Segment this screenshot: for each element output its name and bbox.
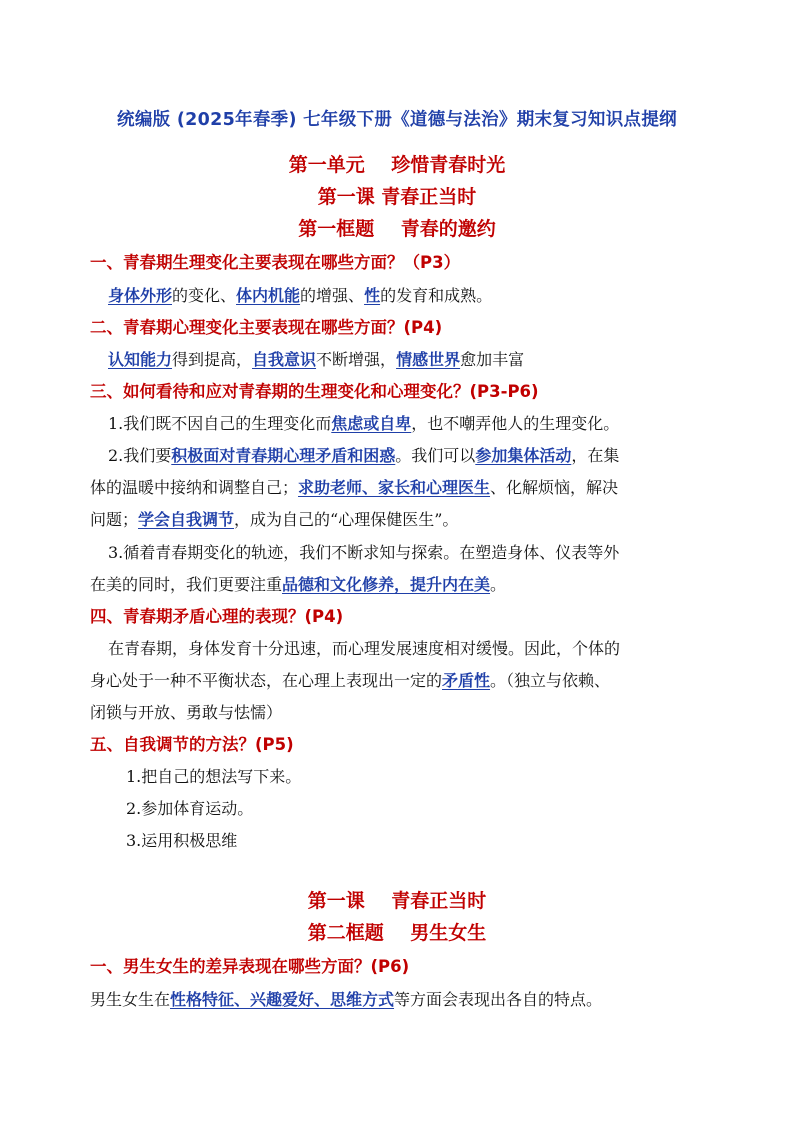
- answer-line: [90, 987, 602, 1010]
- keyword: 认知能力: [108, 350, 173, 369]
- answer-line: [90, 475, 618, 498]
- answer-line: [90, 572, 506, 595]
- answer-text: 的发育和成熟。: [380, 286, 493, 305]
- keyword: 求助老师、家长和心理医生: [298, 478, 491, 497]
- keyword: 自我意识: [252, 350, 317, 369]
- frame-title: 第二框题 男生女生: [307, 922, 487, 944]
- frame-title: 第一框题 青春的邀约: [298, 218, 496, 240]
- document-title: 统编版 (2025年春季) 七年级下册《道德与法治》期末复习知识点提纲: [117, 110, 677, 130]
- answer-line: [90, 668, 610, 691]
- keyword: 积极面对青春期心理矛盾和困惑: [171, 446, 396, 465]
- list-item: 3.运用积极思维: [126, 831, 238, 850]
- keyword: 品德和文化修养，提升内在美: [282, 575, 491, 594]
- answer-text: 问题；: [90, 510, 139, 529]
- answer-text: 的增强、: [300, 286, 365, 305]
- keyword: 情感世界: [396, 350, 461, 369]
- answer-text: 体的温暖中接纳和调整自己；: [90, 478, 299, 497]
- list-item: 1.把自己的想法写下来。: [126, 767, 302, 786]
- answer-text: ，成为自己的“心理保健医生”。: [234, 510, 459, 529]
- answer-text: 。我们可以: [395, 446, 476, 465]
- answer-line: [108, 347, 524, 370]
- answer-text: 得到提高，: [172, 350, 253, 369]
- answer-text: 、化解烦恼，解决: [490, 478, 619, 497]
- answer-line: [108, 411, 619, 434]
- answer-line: 闭锁与开放、勇敢与怯懦）: [90, 703, 283, 722]
- answer-text: 1.我们既不因自己的生理变化而: [108, 414, 332, 433]
- answer-text: 身心处于一种不平衡状态，在心理上表现出一定的: [90, 671, 443, 690]
- keyword: 身体外形: [108, 286, 173, 305]
- answer-text: 在美的同时，我们更要注重: [90, 575, 283, 594]
- keyword: 性格特征、兴趣爱好、思维方式: [170, 990, 395, 1009]
- list-item: 2.参加体育运动。: [126, 799, 254, 818]
- answer-text: 等方面会表现出各自的特点。: [394, 990, 603, 1009]
- question-heading: 一、青春期生理变化主要表现在哪些方面？（P3）: [90, 253, 461, 272]
- answer-text: 男生女生在: [90, 990, 171, 1009]
- unit-title: 第一单元 珍惜青春时光: [288, 154, 506, 176]
- answer-line: [108, 443, 619, 466]
- question-heading: 二、青春期心理变化主要表现在哪些方面？(P4): [90, 318, 443, 337]
- answer-line: [90, 507, 458, 530]
- answer-line: [108, 283, 492, 306]
- answer-text: 不断增强，: [316, 350, 397, 369]
- keyword: 矛盾性: [442, 671, 491, 690]
- keyword: 体内机能: [236, 286, 301, 305]
- question-heading: 五、自我调节的方法？(P5): [90, 735, 294, 754]
- answer-line: 3.循着青春期变化的轨迹，我们不断求知与探索。在塑造身体、仪表等外: [108, 543, 620, 562]
- answer-text: 。（独立与依赖、: [490, 671, 611, 690]
- answer-text: ，在集: [571, 446, 620, 465]
- answer-line: 在青春期，身体发育十分迅速，而心理发展速度相对缓慢。因此，个体的: [108, 639, 621, 658]
- answer-text: 愈加丰富: [460, 350, 525, 369]
- question-heading: 三、如何看待和应对青春期的生理变化和心理变化？(P3-P6): [90, 382, 539, 401]
- keyword: 焦虑或自卑: [331, 414, 412, 433]
- answer-text: 的变化、: [172, 286, 237, 305]
- lesson-title: 第一课 青春正当时: [317, 186, 477, 208]
- answer-text: 。: [490, 575, 507, 594]
- keyword: 性: [364, 286, 381, 305]
- answer-text: 2.我们要: [108, 446, 172, 465]
- lesson-title: 第一课 青春正当时: [307, 890, 487, 912]
- answer-text: ，也不嘲弄他人的生理变化。: [411, 414, 620, 433]
- question-heading: 一、男生女生的差异表现在哪些方面？(P6): [90, 957, 410, 976]
- question-heading: 四、青春期矛盾心理的表现？(P4): [90, 607, 344, 626]
- keyword: 参加集体活动: [475, 446, 572, 465]
- keyword: 学会自我调节: [138, 510, 235, 529]
